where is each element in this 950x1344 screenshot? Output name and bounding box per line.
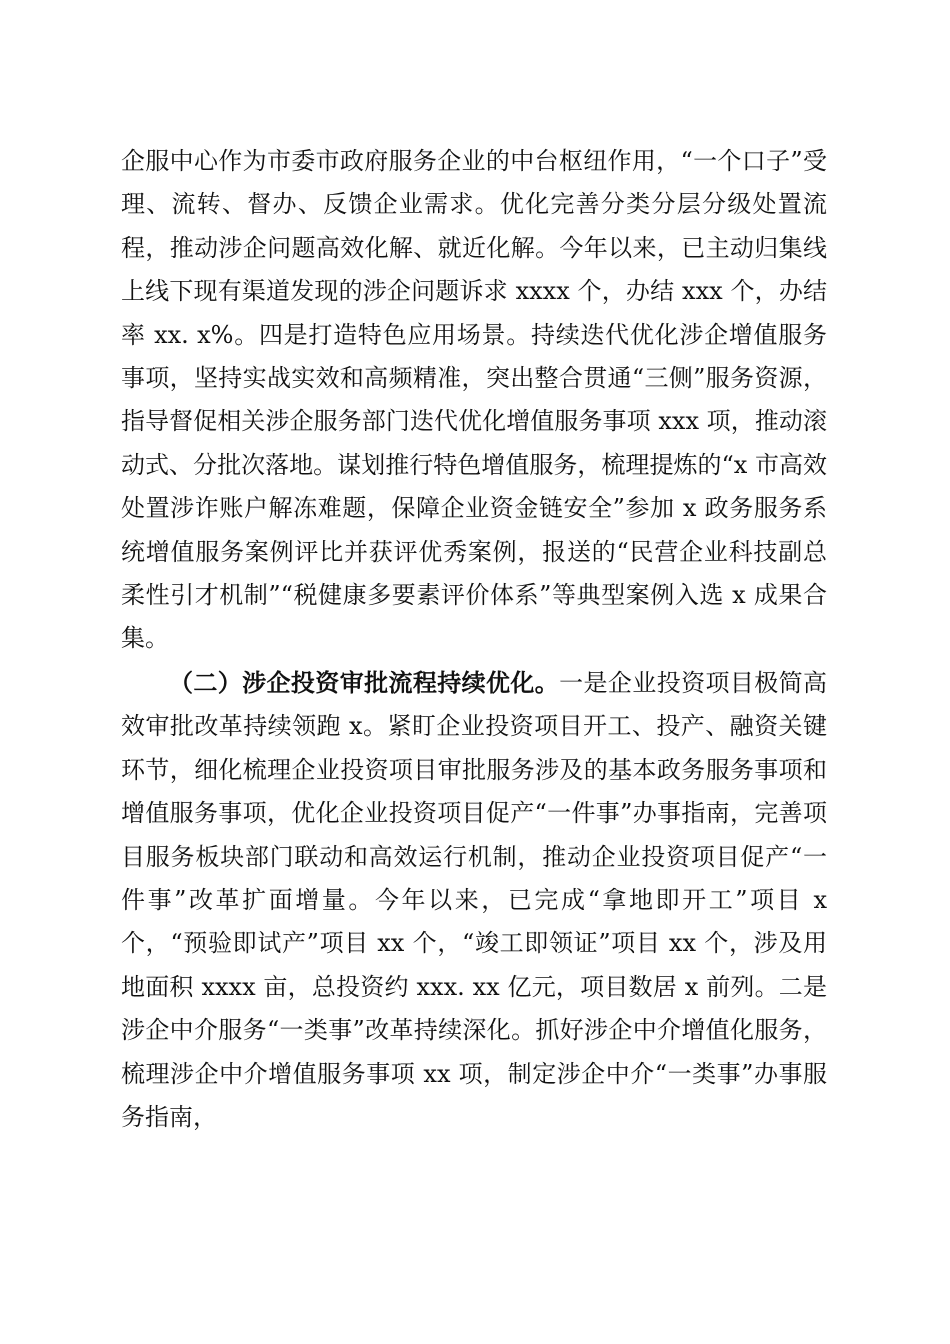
paragraph-section-2 xyxy=(121,661,827,1139)
paragraph-continued: 企服中心作为市委市政府服务企业的中台枢纽作用，“一个口子”受理、流转、督办、反馈企业需求。优化完善分类分层分级处置流程，推动涉企问题高效化解、就近化解。今年以来，已主动归集线上线下现有渠道发现的涉企问题诉求 xxxx 个，办结 xxx 个，办结率 xx. x%。四是打造特色应用场景。持续迭代优化涉企增值服务事项，坚持实战实效和高频精准，突出整合贯通“三侧”服务资源，指导督促相关涉企服务部门迭代优化增值服务事项 xxx 项，推动滚动式、分批次落地。谋划推行特色增值服务，梳理提炼的“x 市高效处置涉诈账户解冻难题，保障企业资金链安全”参加 x 政务服务系统增值服务案例评比并获评优秀案例，报送的“民营企业科技副总柔性引才机制”“税健康多要素评价体系”等典型案例入选 x 成果合集。 xyxy=(121,147,827,653)
document-body xyxy=(121,140,827,1139)
section-body-text: 一是企业投资项目极简高效审批改革持续领跑 x。紧盯企业投资项目开工、投产、融资关键环节，细化梳理企业投资项目审批服务涉及的基本政务服务事项和增值服务事项，优化企业投资项目促产“一件事”办事指南，完善项目服务板块部门联动和高效运行机制，推动企业投资项目促产“一件事”改革扩面增量。今年以来，已完成“拿地即开工”项目 x 个，“预验即试产”项目 xx 个，“竣工即领证”项目 xx 个，涉及用地面积 xxxx 亩，总投资约 xxx. xx 亿元，项目数居 x 前列。二是涉企中介服务“一类事”改革持续深化。抓好涉企中介增值化服务，梳理涉企中介增值服务事项 xx 项，制定涉企中介“一类事”办事服务指南， xyxy=(121,668,828,1131)
section-heading: （二）涉企投资审批流程持续优化。 xyxy=(169,667,560,697)
